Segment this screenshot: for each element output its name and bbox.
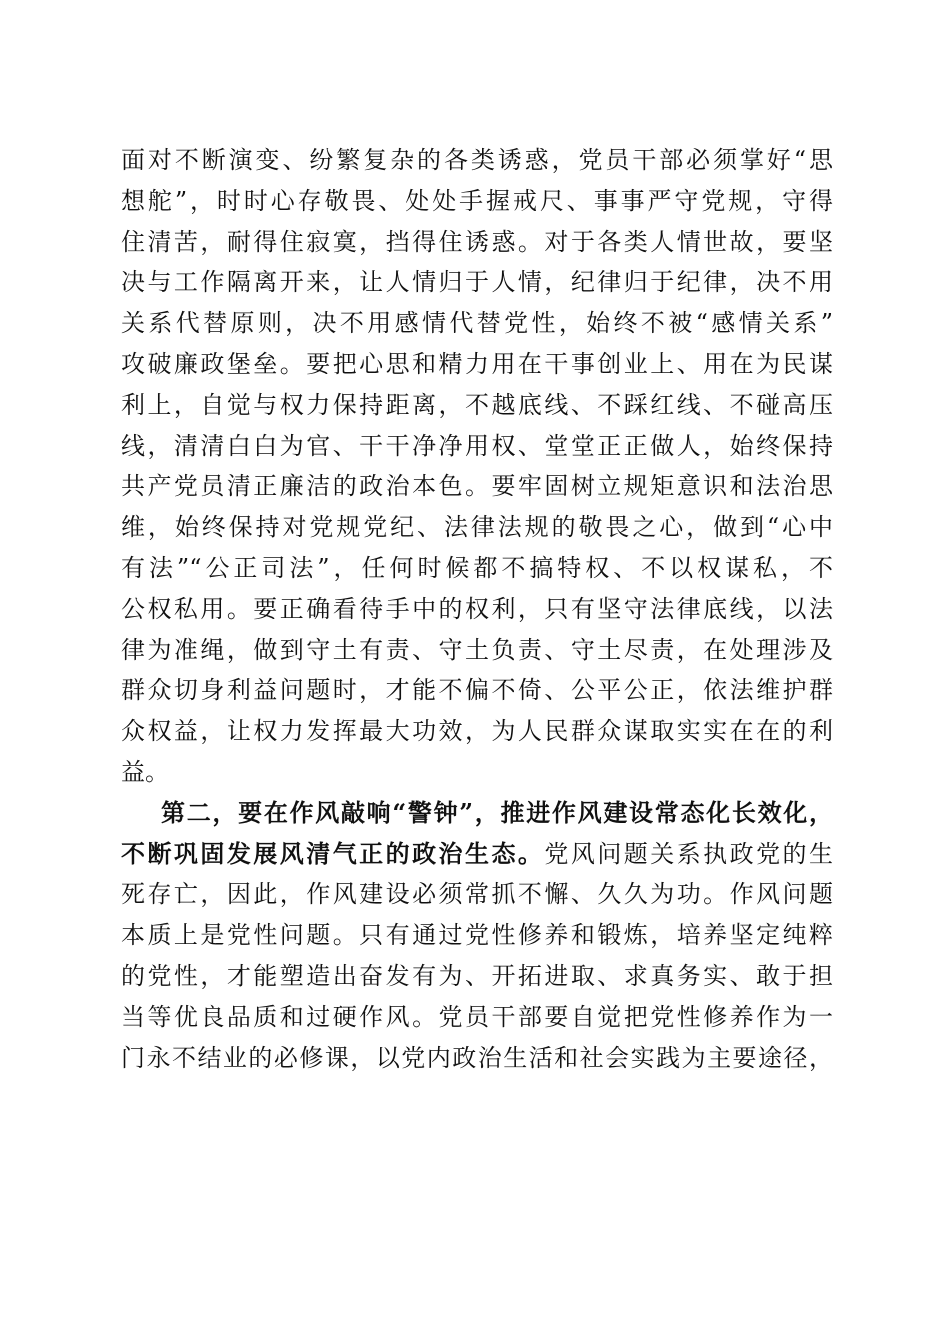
text-line: 维，始终保持对党规党纪、法律法规的敬畏之心，做到“心中 [121,513,833,542]
document-body [121,140,833,1078]
text-line: 线，清清白白为官、干干净净用权、堂堂正正做人，始终保持 [121,431,833,460]
paragraph-heading-tail: 不断巩固发展风清气正的政治生态。 [121,838,545,868]
text-line: 想舵”，时时心存敬畏、处处手握戒尺、事事严守党规，守得 [121,186,833,215]
text-line: 本质上是党性问题。只有通过党性修养和锻炼，培养坚定纯粹 [121,921,833,950]
text-line: 益。 [121,757,169,786]
text-line: 有法”“公正司法”，任何时候都不搞特权、不以权谋私，不 [121,553,833,582]
paragraph-heading-line: 第二，要在作风敲响“警钟”，推进作风建设常态化长效化， [161,797,833,827]
text-line: 面对不断演变、纷繁复杂的各类诱惑，党员干部必须掌好“思 [121,146,833,174]
text-line: 死存亡，因此，作风建设必须常抓不懈、久久为功。作风问题 [121,880,833,909]
text-line: 关系代替原则，决不用感情代替党性，始终不被“感情关系” [121,309,833,338]
text-span: 党风问题关系执政党的生 [544,839,833,868]
text-line: 群众切身利益问题时，才能不偏不倚、公平公正，依法维护群 [121,676,833,705]
text-line: 决与工作隔离开来，让人情归于人情，纪律归于纪律，决不用 [121,268,833,297]
text-line: 的党性，才能塑造出奋发有为、开拓进取、求真务实、敢于担 [121,961,833,990]
paragraph-2 [121,793,833,1079]
text-line: 利上，自觉与权力保持距离，不越底线、不踩红线、不碰高压 [121,390,833,419]
paragraph-1 [121,140,833,793]
text-line: 公权私用。要正确看待手中的权利，只有坚守法律底线，以法 [121,594,833,623]
text-line: 律为准绳，做到守土有责、守土负责、守土尽责，在处理涉及 [121,635,833,664]
text-line: 共产党员清正廉洁的政治本色。要牢固树立规矩意识和法治思 [121,472,833,501]
text-line: 住清苦，耐得住寂寞，挡得住诱惑。对于各类人情世故，要坚 [121,227,833,256]
text-line [121,834,833,875]
text-line: 众权益，让权力发挥最大功效，为人民群众谋取实实在在的利 [121,717,833,746]
text-line: 当等优良品质和过硬作风。党员干部要自觉把党性修养作为一 [121,1002,833,1031]
text-line: 门永不结业的必修课，以党内政治生活和社会实践为主要途径， [121,1043,833,1072]
text-line: 攻破廉政堡垒。要把心思和精力用在干事创业上、用在为民谋 [121,349,833,378]
